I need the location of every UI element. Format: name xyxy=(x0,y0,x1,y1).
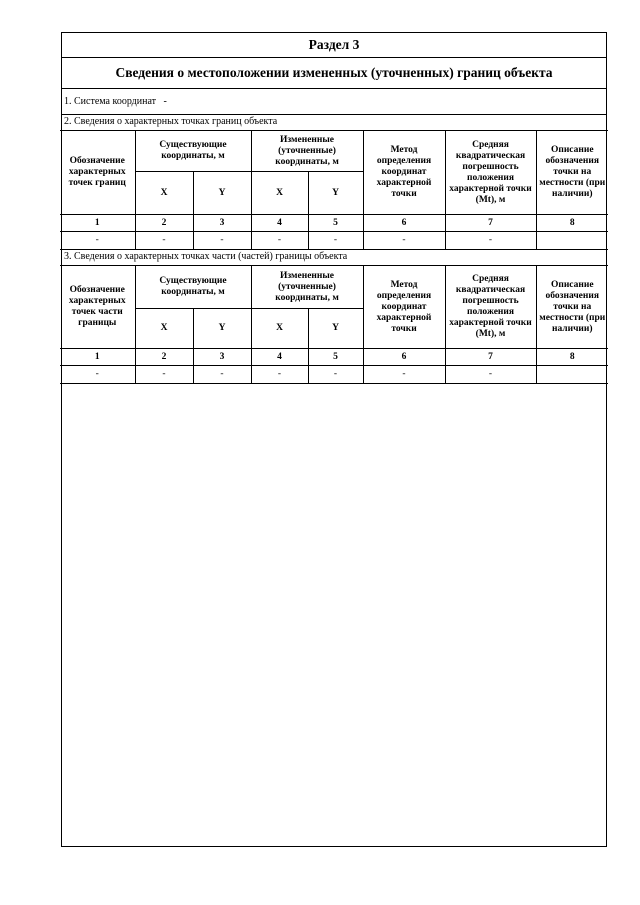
section-3-sheet xyxy=(61,32,607,384)
part2-col-existing: Существующие координаты, м xyxy=(135,266,251,309)
part2-value-1: - xyxy=(60,366,135,384)
part2-col-method: Метод определения координат характерной точки xyxy=(363,266,445,349)
part2-value-8 xyxy=(536,366,608,384)
part1-value-2: - xyxy=(135,232,193,250)
part1-num-4: 4 xyxy=(251,215,308,232)
part2-value-3: - xyxy=(193,366,251,384)
part1-num-6: 6 xyxy=(363,215,445,232)
coordinate-system-label: 1. Система координат xyxy=(64,96,157,107)
part1-col-point: Обозначение характерных точек границ xyxy=(60,131,135,215)
part2-col-changed: Измененные (уточненные) координаты, м xyxy=(251,266,363,309)
part1-value-7: - xyxy=(445,232,536,250)
part2-value-5: - xyxy=(308,366,363,384)
part1-num-1: 1 xyxy=(60,215,135,232)
part2-num-2: 2 xyxy=(135,349,193,366)
part1-num-2: 2 xyxy=(135,215,193,232)
part1-col-existing: Существующие координаты, м xyxy=(135,131,251,172)
part2-col-point: Обозначение характерных точек части границы xyxy=(60,266,135,349)
part1-num-3: 3 xyxy=(193,215,251,232)
part2-num-4: 4 xyxy=(251,349,308,366)
part2-heading: 3. Сведения о характерных точках части (частей) границы объекта xyxy=(64,251,348,262)
section-title: Раздел 3 xyxy=(61,32,607,58)
part2-value-6: - xyxy=(363,366,445,384)
part2-num-5: 5 xyxy=(308,349,363,366)
part1-num-8: 8 xyxy=(536,215,608,232)
part1-value-3: - xyxy=(193,232,251,250)
part2-num-1: 1 xyxy=(60,349,135,366)
part1-col-x-changed: X xyxy=(251,172,308,215)
coordinate-system-value: - xyxy=(163,96,167,107)
part1-num-7: 7 xyxy=(445,215,536,232)
part2-num-8: 8 xyxy=(536,349,608,366)
part1-col-changed: Измененные (уточненные) координаты, м xyxy=(251,131,363,172)
part2-num-7: 7 xyxy=(445,349,536,366)
part2-num-3: 3 xyxy=(193,349,251,366)
part1-col-desc: Описание обозначения точки на местности (при наличии) xyxy=(536,131,608,215)
part2-value-4: - xyxy=(251,366,308,384)
part2-col-y-existing: Y xyxy=(193,309,251,349)
document-title: Сведения о местоположении измененных (уточненных) границ объекта xyxy=(61,58,607,89)
part2-col-y-changed: Y xyxy=(308,309,363,349)
part1-col-y-changed: Y xyxy=(308,172,363,215)
part1-num-5: 5 xyxy=(308,215,363,232)
part1-col-method: Метод определения координат характерной точки xyxy=(363,131,445,215)
part2-table xyxy=(60,265,608,384)
part1-value-5: - xyxy=(308,232,363,250)
part1-table xyxy=(60,130,608,250)
part2-num-6: 6 xyxy=(363,349,445,366)
part1-value-1: - xyxy=(60,232,135,250)
coordinate-system-line xyxy=(61,89,607,115)
part1-heading: 2. Сведения о характерных точках границ объекта xyxy=(64,116,278,127)
part2-col-desc: Описание обозначения точки на местности (при наличии) xyxy=(536,266,608,349)
part1-col-error: Средняя квадратическая погрешность положения характерной точки (Mt), м xyxy=(445,131,536,215)
part2-col-x-existing: X xyxy=(135,309,193,349)
part1-value-6: - xyxy=(363,232,445,250)
part2-col-x-changed: X xyxy=(251,309,308,349)
part1-value-4: - xyxy=(251,232,308,250)
part2-col-error: Средняя квадратическая погрешность положения характерной точки (Mt), м xyxy=(445,266,536,349)
part2-value-7: - xyxy=(445,366,536,384)
part1-value-8 xyxy=(536,232,608,250)
part2-value-2: - xyxy=(135,366,193,384)
part1-col-x-existing: X xyxy=(135,172,193,215)
part1-col-y-existing: Y xyxy=(193,172,251,215)
